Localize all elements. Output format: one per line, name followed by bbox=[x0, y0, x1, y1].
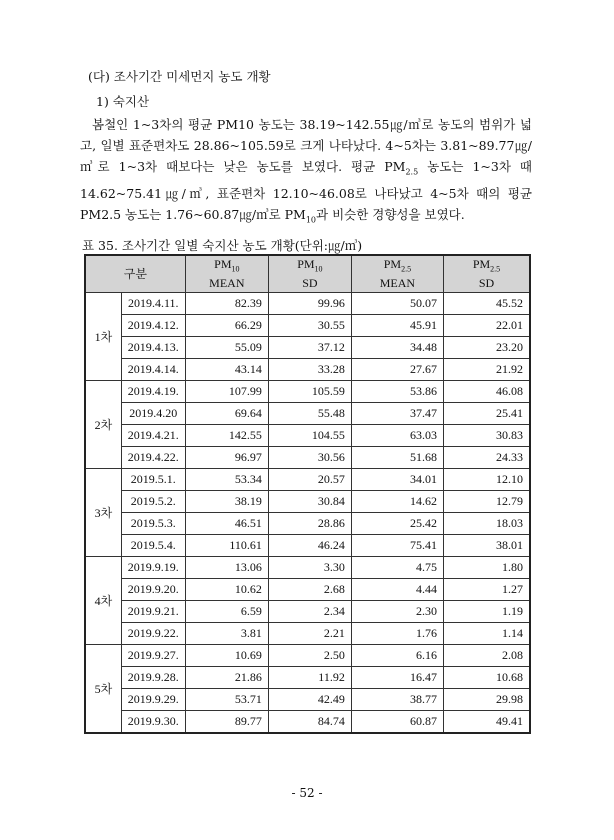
body-paragraph: 봄철인 1~3차의 평균 PM10 농도는 38.19~142.55㎍/㎥로 농도의 범위가 넓고, 일별 표준편차도 28.86~105.59로 크게 나타났다. 4~5차는 3.81~89.77㎍/㎥로 1~3차 때보다는 낮은 농도를 보였다. 평균 $PM_{2.5}$ 농도는 1~3차 때 14.62~75.41㎍/㎥, 표준편차 12.10~46.08로 나타났고 4~5차 때의 평균 PM2.5 농도는 1.76~60.87㎍/㎥로 $PM_{10}$과 비슷한 경향성을 보였다. bbox=[80, 117, 532, 224]
value-cell: 45.91 bbox=[351, 315, 443, 337]
value-cell: 27.67 bbox=[351, 359, 443, 381]
date-cell: 2019.9.19. bbox=[121, 557, 185, 579]
value-cell: 38.77 bbox=[351, 689, 443, 711]
table-row bbox=[85, 513, 530, 535]
date-cell: 2019.4.12. bbox=[121, 315, 185, 337]
date-cell: 2019.9.20. bbox=[121, 579, 185, 601]
date-cell: 2019.5.2. bbox=[121, 491, 185, 513]
value-cell: 1.80 bbox=[444, 557, 531, 579]
value-cell: 33.28 bbox=[268, 359, 351, 381]
value-cell: 53.86 bbox=[351, 381, 443, 403]
value-cell: 37.47 bbox=[351, 403, 443, 425]
date-cell: 2019.9.22. bbox=[121, 623, 185, 645]
value-cell: 25.41 bbox=[444, 403, 531, 425]
value-cell: 89.77 bbox=[185, 711, 268, 734]
value-cell: 21.86 bbox=[185, 667, 268, 689]
table-row bbox=[85, 447, 530, 469]
value-cell: 13.06 bbox=[185, 557, 268, 579]
table-row bbox=[85, 689, 530, 711]
header-pm25-sd: $PM_{2.5}$ SD bbox=[444, 255, 531, 293]
value-cell: 4.75 bbox=[351, 557, 443, 579]
date-cell: 2019.4.19. bbox=[121, 381, 185, 403]
table-caption: 표 35. 조사기간 일별 숙지산 농도 개황(단위:㎍/㎥) bbox=[82, 238, 363, 253]
date-cell: 2019.4.21. bbox=[121, 425, 185, 447]
table-row bbox=[85, 381, 530, 403]
value-cell: 99.96 bbox=[268, 293, 351, 315]
value-cell: 55.48 bbox=[268, 403, 351, 425]
value-cell: 50.07 bbox=[351, 293, 443, 315]
value-cell: 2.50 bbox=[268, 645, 351, 667]
group-label: 2차 bbox=[85, 381, 121, 469]
value-cell: 49.41 bbox=[444, 711, 531, 734]
value-cell: 142.55 bbox=[185, 425, 268, 447]
value-cell: 21.92 bbox=[444, 359, 531, 381]
value-cell: 2.08 bbox=[444, 645, 531, 667]
table-row bbox=[85, 535, 530, 557]
table-row bbox=[85, 645, 530, 667]
value-cell: 12.10 bbox=[444, 469, 531, 491]
value-cell: 2.30 bbox=[351, 601, 443, 623]
value-cell: 2.34 bbox=[268, 601, 351, 623]
value-cell: 42.49 bbox=[268, 689, 351, 711]
group-label: 3차 bbox=[85, 469, 121, 557]
table-row bbox=[85, 359, 530, 381]
value-cell: 107.99 bbox=[185, 381, 268, 403]
concentration-table bbox=[84, 254, 531, 734]
value-cell: 1.19 bbox=[444, 601, 531, 623]
value-cell: 1.27 bbox=[444, 579, 531, 601]
value-cell: 46.51 bbox=[185, 513, 268, 535]
value-cell: 16.47 bbox=[351, 667, 443, 689]
date-cell: 2019.5.1. bbox=[121, 469, 185, 491]
value-cell: 18.03 bbox=[444, 513, 531, 535]
table-row bbox=[85, 557, 530, 579]
value-cell: 53.71 bbox=[185, 689, 268, 711]
value-cell: 104.55 bbox=[268, 425, 351, 447]
value-cell: 105.59 bbox=[268, 381, 351, 403]
value-cell: 30.56 bbox=[268, 447, 351, 469]
value-cell: 51.68 bbox=[351, 447, 443, 469]
value-cell: 23.20 bbox=[444, 337, 531, 359]
value-cell: 1.76 bbox=[351, 623, 443, 645]
date-cell: 2019.4.22. bbox=[121, 447, 185, 469]
date-cell: 2019.9.27. bbox=[121, 645, 185, 667]
table-row bbox=[85, 337, 530, 359]
value-cell: 25.42 bbox=[351, 513, 443, 535]
value-cell: 29.98 bbox=[444, 689, 531, 711]
value-cell: 24.33 bbox=[444, 447, 531, 469]
value-cell: 55.09 bbox=[185, 337, 268, 359]
page-number: - 52 - bbox=[291, 786, 323, 800]
table-row bbox=[85, 711, 530, 734]
value-cell: 46.08 bbox=[444, 381, 531, 403]
value-cell: 3.30 bbox=[268, 557, 351, 579]
header-pm10-mean: $PM_{10}$ MEAN bbox=[185, 255, 268, 293]
date-cell: 2019.4.20 bbox=[121, 403, 185, 425]
value-cell: 4.44 bbox=[351, 579, 443, 601]
value-cell: 6.59 bbox=[185, 601, 268, 623]
value-cell: 12.79 bbox=[444, 491, 531, 513]
value-cell: 2.68 bbox=[268, 579, 351, 601]
group-label: 1차 bbox=[85, 293, 121, 381]
date-cell: 2019.5.3. bbox=[121, 513, 185, 535]
value-cell: 14.62 bbox=[351, 491, 443, 513]
date-cell: 2019.9.30. bbox=[121, 711, 185, 734]
value-cell: 28.86 bbox=[268, 513, 351, 535]
value-cell: 30.84 bbox=[268, 491, 351, 513]
value-cell: 30.83 bbox=[444, 425, 531, 447]
value-cell: 20.57 bbox=[268, 469, 351, 491]
value-cell: 2.21 bbox=[268, 623, 351, 645]
value-cell: 37.12 bbox=[268, 337, 351, 359]
date-cell: 2019.9.21. bbox=[121, 601, 185, 623]
value-cell: 82.39 bbox=[185, 293, 268, 315]
header-category: 구분 bbox=[85, 255, 185, 293]
value-cell: 63.03 bbox=[351, 425, 443, 447]
value-cell: 84.74 bbox=[268, 711, 351, 734]
date-cell: 2019.5.4. bbox=[121, 535, 185, 557]
value-cell: 38.19 bbox=[185, 491, 268, 513]
value-cell: 66.29 bbox=[185, 315, 268, 337]
date-cell: 2019.4.13. bbox=[121, 337, 185, 359]
value-cell: 10.62 bbox=[185, 579, 268, 601]
table-row bbox=[85, 293, 530, 315]
table-row bbox=[85, 425, 530, 447]
table-row bbox=[85, 491, 530, 513]
value-cell: 75.41 bbox=[351, 535, 443, 557]
value-cell: 110.61 bbox=[185, 535, 268, 557]
value-cell: 3.81 bbox=[185, 623, 268, 645]
date-cell: 2019.4.14. bbox=[121, 359, 185, 381]
table-row bbox=[85, 315, 530, 337]
value-cell: 69.64 bbox=[185, 403, 268, 425]
table-row bbox=[85, 601, 530, 623]
group-label: 4차 bbox=[85, 557, 121, 645]
table-header-row bbox=[85, 255, 530, 293]
table-row bbox=[85, 667, 530, 689]
group-label: 5차 bbox=[85, 645, 121, 734]
table-row bbox=[85, 623, 530, 645]
value-cell: 6.16 bbox=[351, 645, 443, 667]
date-cell: 2019.4.11. bbox=[121, 293, 185, 315]
value-cell: 34.01 bbox=[351, 469, 443, 491]
value-cell: 43.14 bbox=[185, 359, 268, 381]
value-cell: 30.55 bbox=[268, 315, 351, 337]
value-cell: 10.68 bbox=[444, 667, 531, 689]
value-cell: 53.34 bbox=[185, 469, 268, 491]
value-cell: 10.69 bbox=[185, 645, 268, 667]
subsection-heading: 1) 숙지산 bbox=[96, 94, 150, 109]
header-pm25-mean: $PM_{2.5}$ MEAN bbox=[351, 255, 443, 293]
table-row bbox=[85, 403, 530, 425]
value-cell: 11.92 bbox=[268, 667, 351, 689]
section-heading: (다) 조사기간 미세먼지 농도 개황 bbox=[88, 69, 271, 84]
table-row bbox=[85, 469, 530, 491]
value-cell: 45.52 bbox=[444, 293, 531, 315]
date-cell: 2019.9.28. bbox=[121, 667, 185, 689]
value-cell: 1.14 bbox=[444, 623, 531, 645]
value-cell: 22.01 bbox=[444, 315, 531, 337]
header-pm10-sd: $PM_{10}$ SD bbox=[268, 255, 351, 293]
date-cell: 2019.9.29. bbox=[121, 689, 185, 711]
table-row bbox=[85, 579, 530, 601]
value-cell: 96.97 bbox=[185, 447, 268, 469]
value-cell: 38.01 bbox=[444, 535, 531, 557]
value-cell: 46.24 bbox=[268, 535, 351, 557]
value-cell: 34.48 bbox=[351, 337, 443, 359]
value-cell: 60.87 bbox=[351, 711, 443, 734]
